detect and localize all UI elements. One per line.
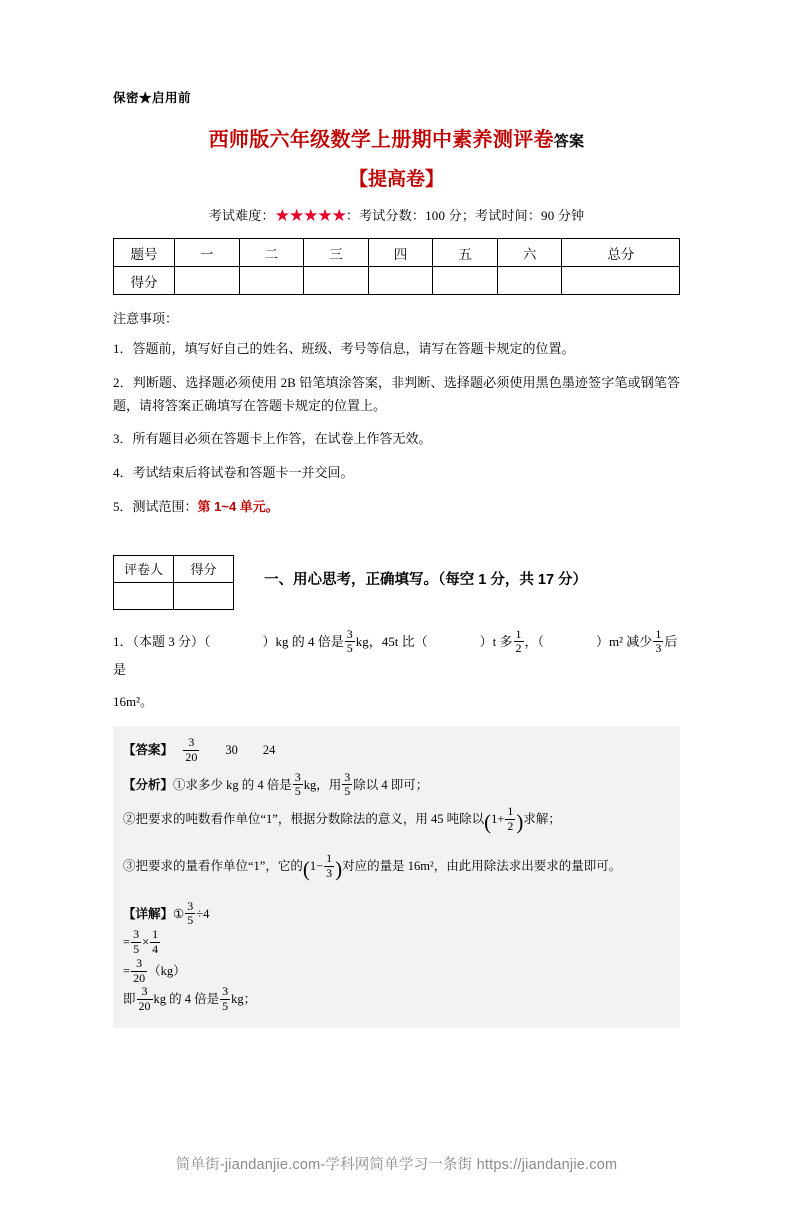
question-part-5: ）m² 减少 — [596, 633, 653, 649]
fraction-3-5: $\frac{3}{5}$ — [346, 626, 353, 656]
score-table — [113, 238, 680, 295]
fraction-1-2: $\frac{1}{2}$ — [507, 804, 514, 833]
notice-range-prefix: 5．测试范围： — [113, 498, 198, 514]
score-table-cell[interactable] — [433, 267, 498, 295]
score-table-cell[interactable] — [175, 267, 240, 295]
page-title-red: 西师版六年级数学上册期中素养测评卷 — [208, 129, 554, 151]
fraction-1-4: $\frac{1}{4}$ — [152, 927, 159, 957]
exam-difficulty-label: 考试难度： — [208, 208, 275, 223]
fraction-1-3: $\frac{1}{3}$ — [326, 851, 333, 881]
table-row — [114, 582, 234, 609]
score-table-cell: 一 — [175, 239, 240, 267]
page-title — [113, 123, 680, 152]
analysis-1c: 除以 4 即可； — [353, 777, 429, 792]
answer-value-3: 24 — [262, 743, 276, 758]
score-table-cell: 得分 — [114, 267, 175, 295]
notice-item-range — [113, 496, 680, 519]
grader-value-cell[interactable] — [174, 582, 234, 609]
notice-range-value: 第 1~4 单元。 — [197, 498, 279, 514]
score-table-cell: 三 — [304, 239, 369, 267]
fraction-3-5: $\frac{3}{5}$ — [344, 769, 351, 799]
exam-meta-suffix: ：考试分数：100 分；考试时间：90 分钟 — [345, 208, 585, 223]
score-table-cell[interactable] — [368, 267, 433, 295]
fraction-3-5: $\frac{3}{5}$ — [294, 769, 301, 799]
question-part-2: kg，45t 比（ — [355, 633, 428, 649]
question-part-4: ，（ — [524, 633, 545, 649]
detail-line-3 — [123, 957, 670, 986]
question-tail: 16m²。 — [113, 694, 154, 710]
question-1 — [113, 628, 680, 716]
grader-table — [113, 555, 234, 610]
score-table-cell: 题号 — [114, 239, 175, 267]
score-table-cell[interactable] — [497, 267, 562, 295]
question-part-6: 后是 — [113, 633, 678, 678]
fraction-3-5: $\frac{3}{5}$ — [187, 898, 194, 928]
detail-step4-prefix: 即 — [123, 992, 136, 1007]
grader-header-cell: 评卷人 — [114, 555, 174, 582]
fraction-1-2: $\frac{1}{2}$ — [515, 626, 522, 656]
score-table-cell: 六 — [497, 239, 562, 267]
score-table-cell[interactable] — [562, 267, 680, 295]
fraction-3-5: $\frac{3}{5}$ — [133, 927, 140, 957]
analysis-1b: kg，用 — [303, 777, 342, 792]
score-table-cell: 二 — [239, 239, 304, 267]
detail-step3-prefix: = — [123, 964, 131, 979]
score-table-cell: 四 — [368, 239, 433, 267]
analysis-3b: 对应的量是 16m²，由此用除法求出要求的量即可。 — [342, 859, 622, 874]
question-part-1: ）kg 的 4 倍是 — [262, 633, 344, 649]
analysis-2a: ②把要求的吨数看作单位“1”，根据分数除法的意义，用 45 吨除以 — [123, 812, 485, 827]
grader-value-cell[interactable] — [114, 582, 174, 609]
detail-step1-prefix: ① — [173, 906, 185, 921]
star-rating-icon: ★★★★★ — [274, 206, 346, 225]
left-paren: ( — [302, 857, 310, 882]
answer-fraction-3-20: $\frac{3}{20}$ — [185, 734, 198, 764]
question-part-3: ）t 多 — [479, 633, 513, 649]
detail-step2-mid: × — [142, 935, 150, 950]
right-paren: ) — [516, 810, 524, 835]
analysis-line-1 — [123, 771, 670, 800]
fraction-3-20: $\frac{3}{20}$ — [138, 984, 151, 1014]
question-lead: 1．（本题 3 分）（ — [113, 633, 211, 649]
answer-label: 【答案】 — [123, 743, 174, 758]
score-table-cell: 五 — [433, 239, 498, 267]
analysis-2b: 求解； — [523, 812, 561, 827]
table-row — [114, 239, 680, 267]
detail-label: 【详解】 — [123, 906, 174, 921]
detail-line-4 — [123, 985, 670, 1014]
page-title-plain: 答案 — [553, 133, 585, 150]
analysis-label: 【分析】 — [123, 777, 174, 792]
notice-item: 4．考试结束后将试卷和答题卡一并交回。 — [113, 465, 354, 480]
right-paren: ) — [335, 857, 343, 882]
analysis-line-2: ②把要求的吨数看作单位“1”，根据分数除法的意义，用 45 吨除以(1+ $\frac{1}{2}$ )求解； — [123, 799, 670, 846]
answer-line — [123, 736, 670, 765]
table-row — [114, 555, 234, 582]
detail-step4-suffix: kg； — [231, 992, 257, 1007]
footer-watermark: 简单街-jiandanjie.com-学科网简单学习一条街 https://jiandanjie.com — [175, 1157, 618, 1173]
detail-step3-suffix: （kg） — [148, 964, 186, 979]
fraction-3-5: $\frac{3}{5}$ — [222, 984, 229, 1014]
fraction-3-20: $\frac{3}{20}$ — [133, 955, 146, 985]
fraction-1-3: $\frac{1}{3}$ — [655, 626, 662, 656]
score-table-cell: 总分 — [562, 239, 680, 267]
table-row — [114, 267, 680, 295]
detail-step1-suffix: ÷4 — [196, 906, 210, 921]
exam-meta — [113, 205, 680, 226]
notice-item: 2．判断题、选择题必须使用 2B 铅笔填涂答案，非判断、选择题必须使用黑色墨迹签字笔或钢笔答题，请将答案正确填写在答题卡规定的位置上。 — [113, 374, 680, 413]
section-title: 一、用心思考，正确填写。（每空 1 分，共 17 分） — [264, 571, 588, 588]
document-page — [0, 88, 793, 1210]
detail-line-1 — [123, 900, 670, 929]
score-table-cell[interactable] — [239, 267, 304, 295]
notice-title: 注意事项： — [113, 311, 179, 326]
analysis-1a: ①求多少 kg 的 4 倍是 — [173, 777, 292, 792]
section-header — [113, 555, 680, 610]
answer-value-2: 30 — [225, 743, 238, 758]
detail-line-2 — [123, 928, 670, 957]
analysis-3a: ③把要求的量看作单位“1”，它的 — [123, 859, 303, 874]
secret-label: 保密★启用前 — [113, 91, 192, 105]
analysis-line-3: ③把要求的量看作单位“1”，它的(1− $\frac{1}{3}$ )对应的量是 16m²，由此用除法求出要求的量即可。 — [123, 846, 670, 893]
left-paren: ( — [484, 810, 492, 835]
detail-step4-mid: kg 的 4 倍是 — [153, 992, 220, 1007]
answer-block — [113, 726, 680, 1028]
notice-item: 3．所有题目必须在答题卡上作答，在试卷上作答无效。 — [113, 431, 432, 447]
notice-item: 1．答题前，填写好自己的姓名、班级、考号等信息，请写在答题卡规定的位置。 — [113, 341, 575, 356]
page-subtitle: 【提高卷】 — [348, 169, 444, 190]
detail-step2-prefix: = — [123, 935, 131, 950]
score-table-cell[interactable] — [304, 267, 369, 295]
grader-header-cell: 得分 — [174, 555, 234, 582]
